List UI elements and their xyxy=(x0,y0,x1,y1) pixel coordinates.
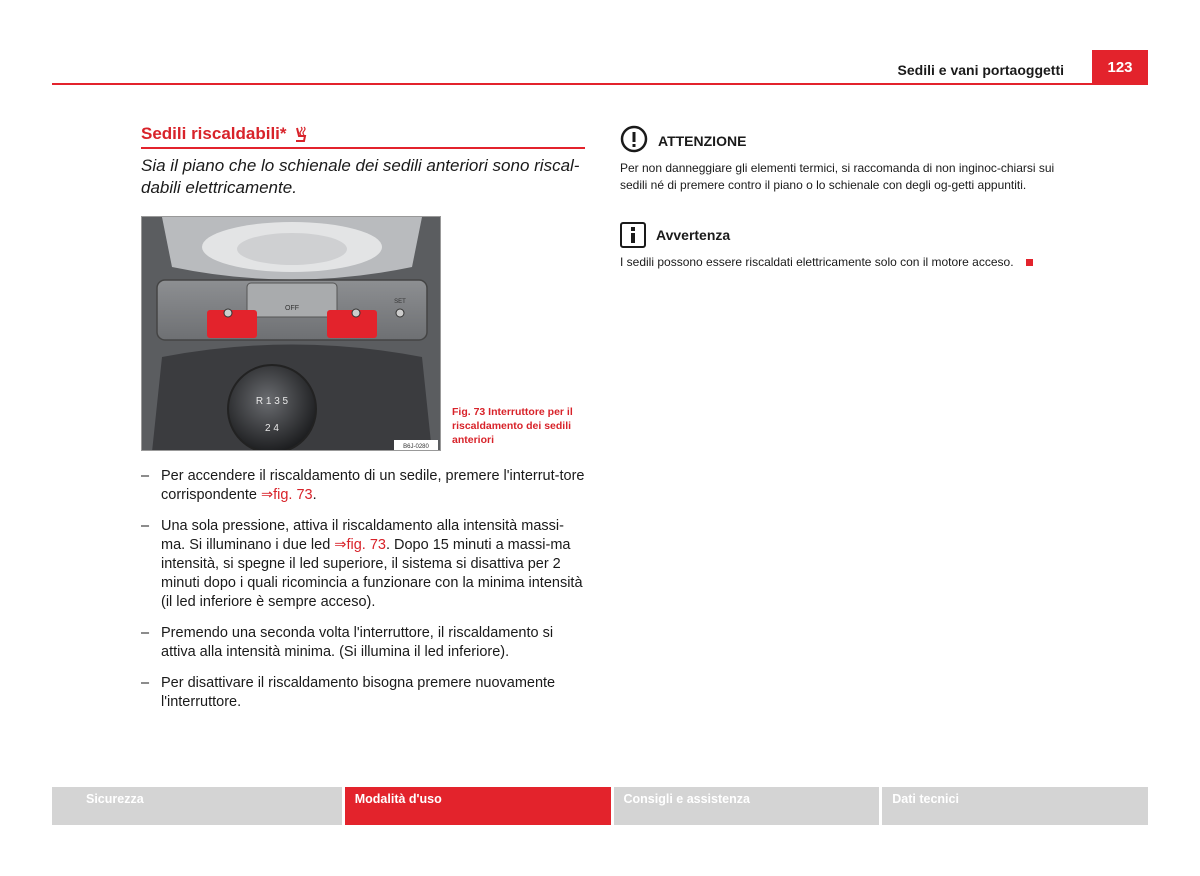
tab-consigli-assistenza[interactable]: Consigli e assistenza xyxy=(614,787,880,825)
tab-dati-tecnici[interactable]: Dati tecnici xyxy=(882,787,1148,825)
note-heading xyxy=(620,222,1090,248)
list-item: – Per accendere il riscaldamento di un sedile, premere l'interrut-tore corrispondente ⇒fig. 73. xyxy=(141,468,585,503)
section-title-text: Sedili riscaldabili* xyxy=(141,124,287,143)
note-text: I sedili possono essere riscaldati elettricamente solo con il motore acceso. xyxy=(620,254,1060,271)
info-icon xyxy=(620,222,646,248)
footer-tab-bar xyxy=(52,787,1148,825)
section-rule xyxy=(141,147,585,149)
center-console-illustration xyxy=(142,217,441,451)
warning-heading xyxy=(620,125,1070,156)
list-item: – Una sola pressione, attiva il riscaldamento alla intensità massi-ma. Si illuminano i due led ⇒fig. 73. Dopo 15 minuti a massi-ma intensità, si spegne il led superiore, il sistema si disattiva per 2 minuti dopo i quali ricomincia a funzionare con la minima intensità (il led inferiore è sempre acceso). xyxy=(141,518,583,610)
off-label: OFF xyxy=(285,305,299,312)
running-header-title: Sedili e vani portaoggetti xyxy=(897,62,1064,78)
warning-text: Per non danneggiare gli elementi termici, si raccomanda di non inginoc-chiarsi sui sedili né di premere contro il piano o lo schienale con degli og-getti appuntiti. xyxy=(620,161,1055,192)
note-title: Avvertenza xyxy=(656,227,731,243)
figure-caption: Fig. 73 Interruttore per il riscaldamento dei sedili anteriori xyxy=(452,406,573,446)
set-label: SET xyxy=(394,299,406,305)
list-item: – Premendo una seconda volta l'interruttore, il riscaldamento si attiva alla intensità minima. (Si illumina il led inferiore). xyxy=(141,625,554,660)
tab-modalita-uso[interactable]: Modalità d'uso xyxy=(345,787,611,825)
warning-title: ATTENZIONE xyxy=(658,132,747,149)
header-divider xyxy=(52,83,1148,85)
figure-73-image xyxy=(141,216,441,451)
gear-pattern-bottom: 2 4 xyxy=(265,423,279,434)
seat-heating-icon xyxy=(292,125,308,143)
section-intro: Sia il piano che lo schienale dei sedili anteriori sono riscal-dabili elettricamente. xyxy=(141,156,580,197)
list-item: – Per disattivare il riscaldamento bisogna premere nuovamente l'interruttore. xyxy=(141,675,556,710)
figure-reference-link[interactable]: ⇒fig. 73 xyxy=(334,537,386,553)
note-box xyxy=(620,222,1090,271)
figure-code: B6J-0280 xyxy=(403,444,429,450)
page-number: 123 xyxy=(1092,50,1148,85)
instruction-list xyxy=(141,467,585,724)
warning-box xyxy=(620,125,1070,194)
end-of-section-marker xyxy=(1026,259,1033,266)
tab-sicurezza[interactable]: Sicurezza xyxy=(52,787,342,825)
gear-pattern-top: R 1 3 5 xyxy=(255,396,289,407)
figure-reference-link[interactable]: ⇒fig. 73 xyxy=(260,487,313,503)
warning-icon xyxy=(620,125,648,156)
section-title xyxy=(141,124,308,144)
